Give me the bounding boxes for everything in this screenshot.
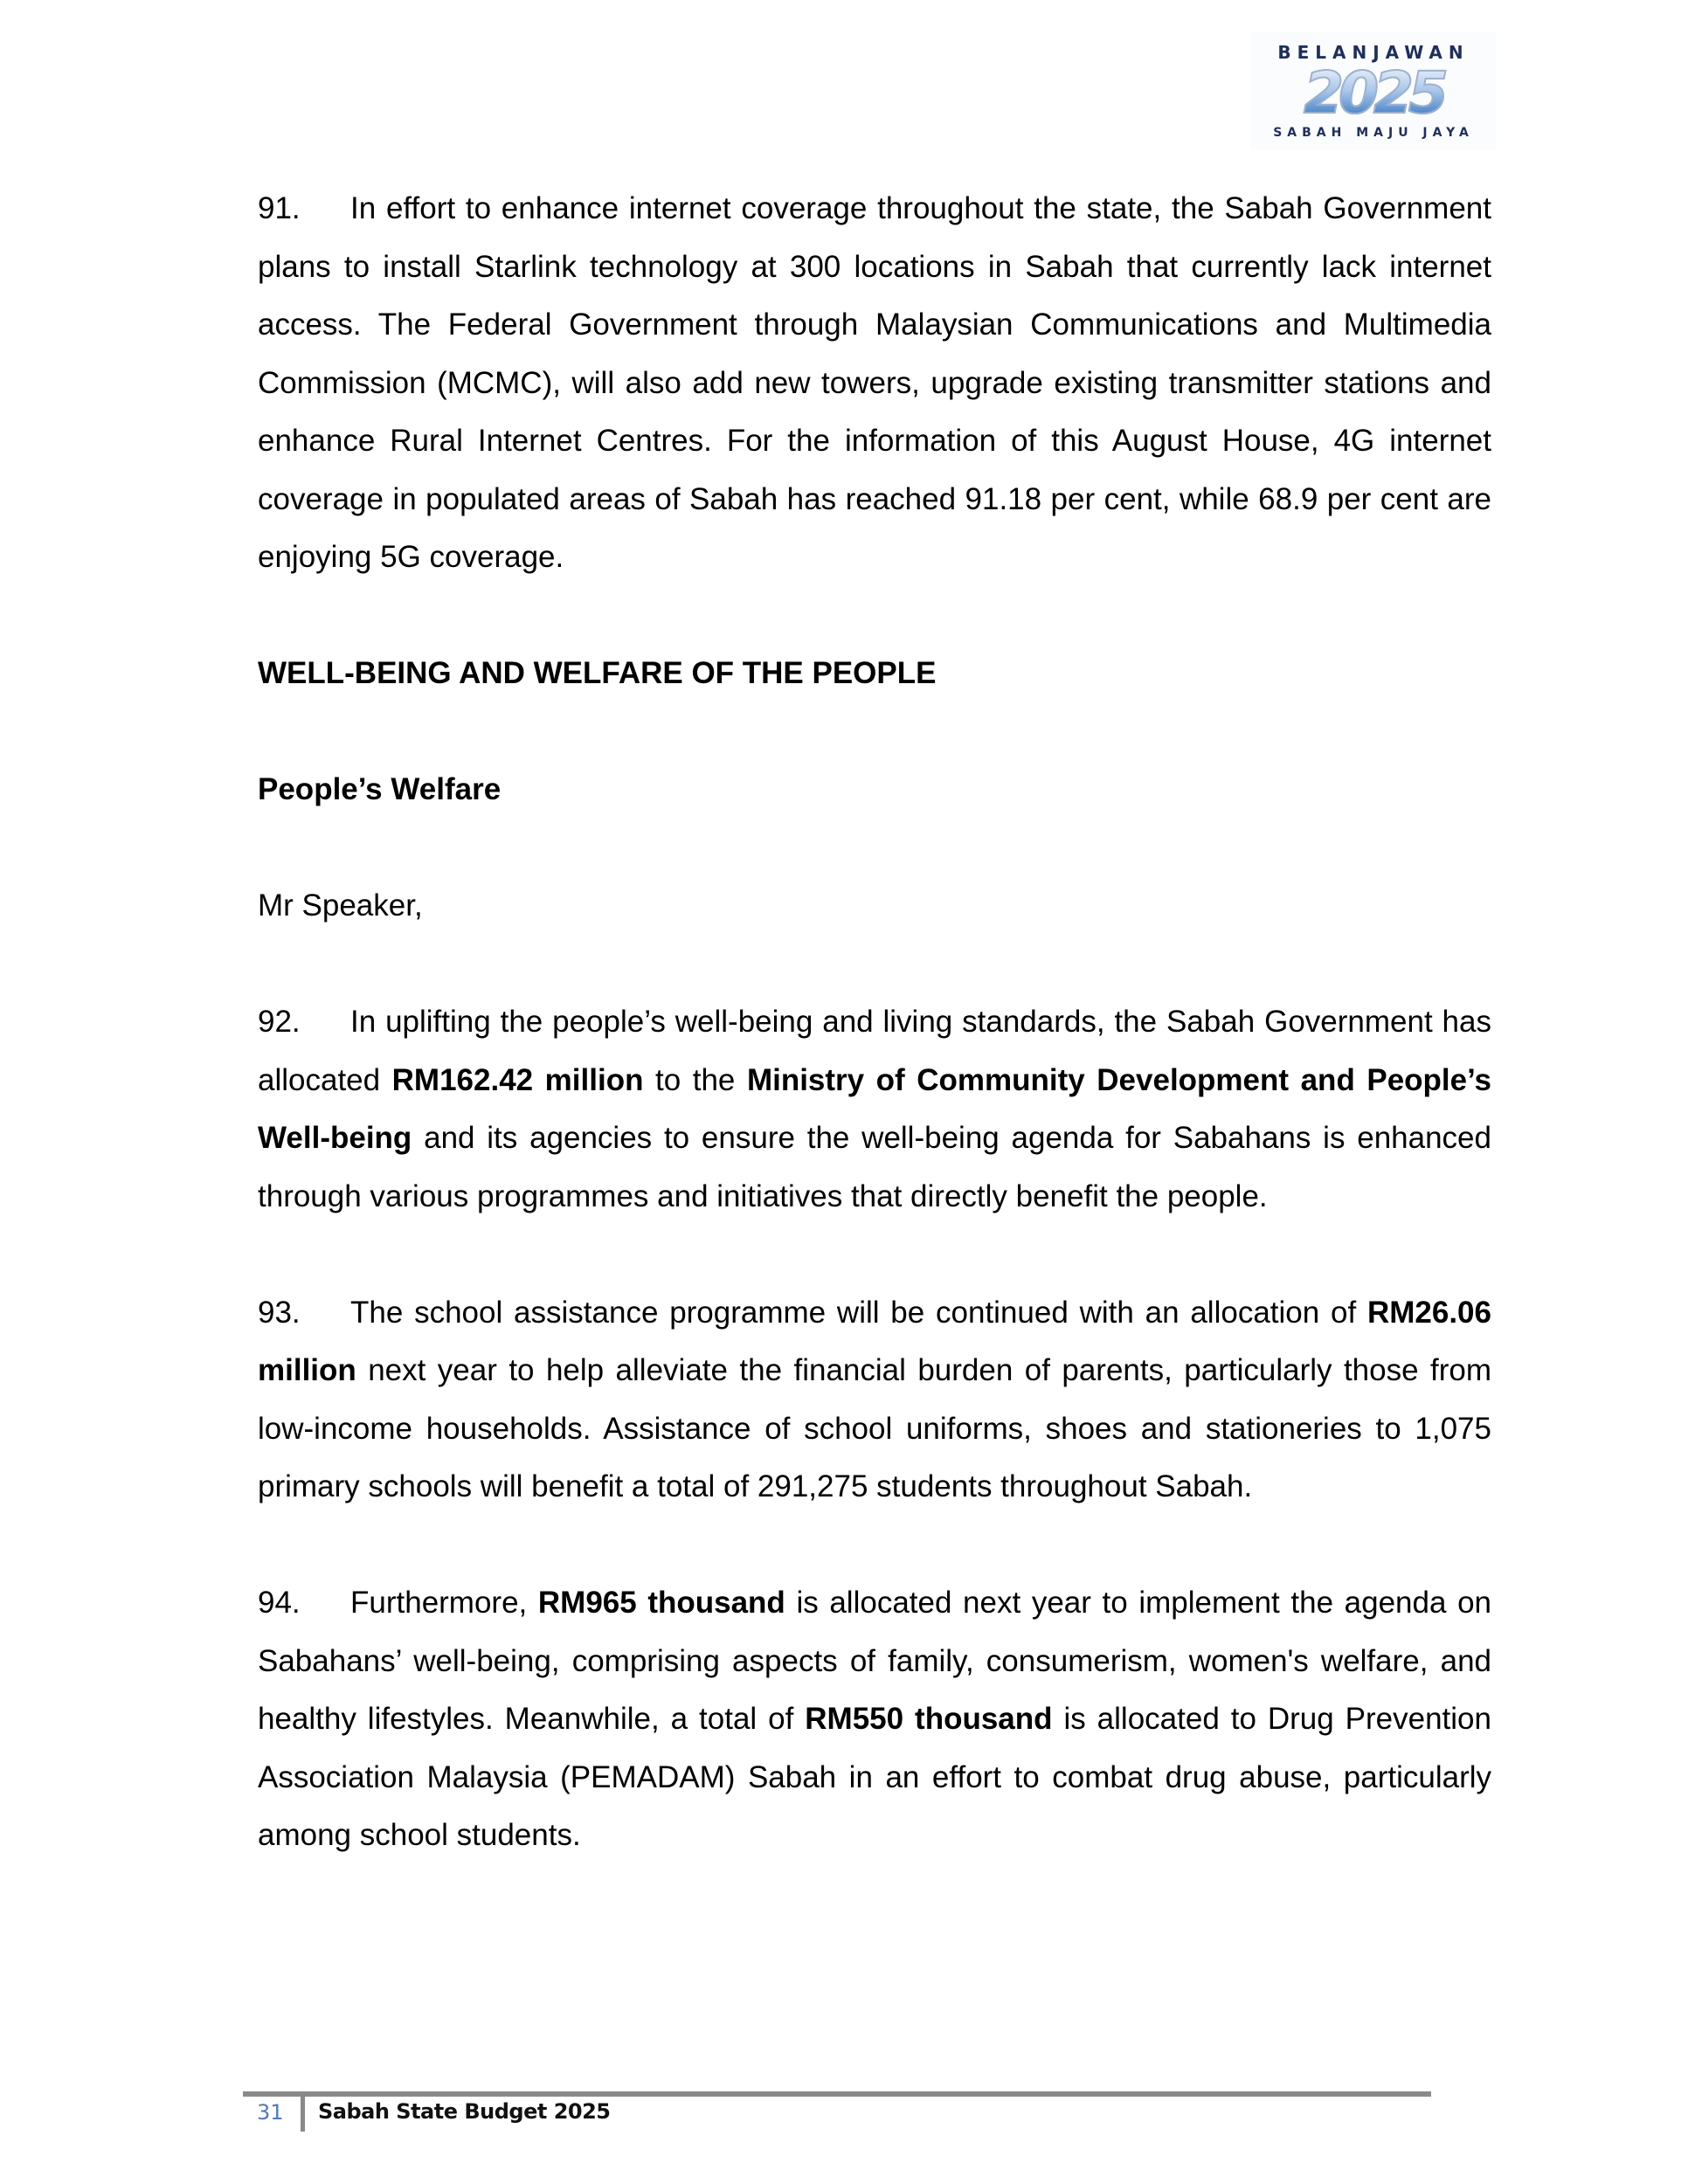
paragraph-number: 94.	[258, 1586, 301, 1620]
footer-title: Sabah State Budget 2025	[318, 2099, 611, 2124]
allocation-amount: RM965 thousand	[537, 1586, 785, 1620]
salutation: Mr Speaker,	[258, 888, 423, 923]
logo-top-text: BELANJAWAN	[1277, 42, 1470, 63]
paragraph-91	[258, 180, 1491, 587]
paragraph-text: to the	[643, 1062, 747, 1097]
paragraph-text: is allocated to Drug Prevention Association Malaysia (PEMADAM) Sabah in an effort to combat drug abuse, particularly among school students.	[258, 1702, 1491, 1852]
logo-tagline: SABAH MAJU JAYA	[1273, 126, 1474, 140]
paragraph-text: next year to help alleviate the financial burden of parents, particularly those from low-income households. Assistance of school uniforms, shoes and stationeries to 1,075 primary schools will benefit a total of 291,275 students throughout Sabah.	[258, 1353, 1491, 1503]
paragraph-number: 93.	[258, 1295, 301, 1330]
paragraph-number: 91.	[258, 191, 301, 225]
paragraph-text: In uplifting the people’s well-being and living standards, the Sabah Government has allocated	[258, 1005, 1491, 1097]
section-heading: WELL-BEING AND WELFARE OF THE PEOPLE	[258, 656, 937, 690]
allocation-amount: RM550 thousand	[805, 1702, 1053, 1736]
paragraph-94	[258, 1574, 1491, 1865]
belanjawan-2025-logo	[1251, 31, 1496, 150]
paragraph-text: In effort to enhance internet coverage throughout the state, the Sabah Government plans to install Starlink technology at 300 locations in Sabah that currently lack internet access. The Federal Government through Malaysian Communications and Multimedia Commission (MCMC), will also add new towers, upgrade existing transmitter stations and enhance Rural Internet Centres. For the information of this August House, 4G internet coverage in populated areas of Sabah has reached 91.18 per cent, while 68.9 per cent are enjoying 5G coverage.	[258, 191, 1491, 574]
paragraph-text: The school assistance programme will be continued with an allocation of	[350, 1295, 1367, 1330]
paragraph-93	[258, 1284, 1491, 1517]
footer-rule	[243, 2091, 1431, 2097]
logo-year: 2025	[1251, 65, 1496, 122]
paragraph-text: Furthermore,	[350, 1586, 538, 1620]
paragraph-text: and its agencies to ensure the well-being agenda for Sabahans is enhanced through various programmes and initiatives that directly benefit the people.	[258, 1121, 1491, 1213]
subsection-heading: People’s Welfare	[258, 772, 502, 806]
paragraph-text: is allocated next year to implement the agenda on Sabahans’ well-being, comprising aspects of family, consumerism, women's welfare, and healthy lifestyles. Meanwhile, a total of	[258, 1586, 1491, 1736]
page-number: 31	[257, 2100, 284, 2125]
document-body	[258, 180, 1491, 1865]
allocation-amount: RM162.42 million	[391, 1062, 644, 1097]
ministry-name: Ministry of Community Development and People’s Well-being	[258, 1062, 1492, 1155]
paragraph-number: 92.	[258, 1005, 301, 1039]
paragraph-92	[258, 993, 1491, 1226]
allocation-amount: RM26.06 million	[258, 1295, 1491, 1387]
footer-divider	[301, 2091, 305, 2132]
